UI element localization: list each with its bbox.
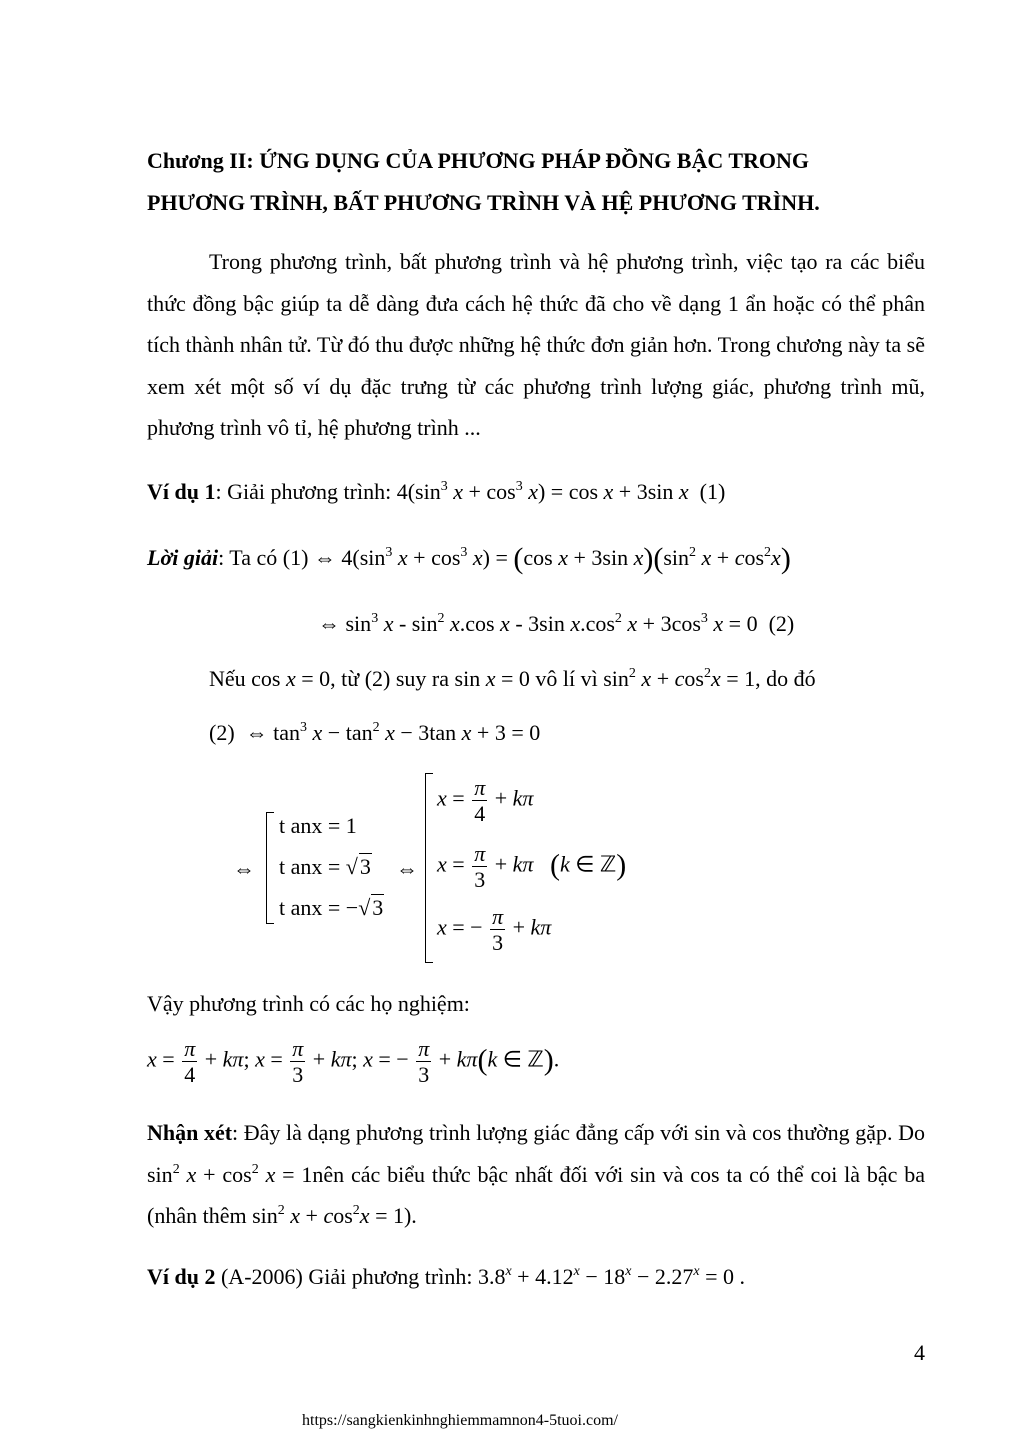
example-2 xyxy=(147,1266,745,1288)
remark-math-2: $\sin^2 x + \cos^2x = 1$ xyxy=(252,1203,404,1228)
footer-url[interactable]: https://sangkienkinhnghiemmamnon4-5tuoi.com/ xyxy=(302,1412,618,1429)
equivalence-symbol-2: ⇔ xyxy=(396,856,418,881)
case-text-1: Nếu xyxy=(209,666,252,691)
bracket-x xyxy=(425,773,433,963)
example-1-text: : Giải phương trình: xyxy=(215,479,397,504)
bracket-tan xyxy=(266,812,274,924)
remark-text-3: ). xyxy=(403,1203,417,1228)
tan-case-3: t anx = −√3 xyxy=(279,895,384,920)
remark-math-1: $\sin^2 x + \cos^2 x = 1$ xyxy=(147,1161,313,1187)
equation-example-2: $3.8^x + 4.12^x - 18^x - 2.27^x = 0$ . xyxy=(477,1264,746,1289)
equation-solution-1: ⇔ $4(\sin^3$ $x + \cos^3 x) = (\cos$ x + 3sin $x)(\sin^2$ $x + \cos^2x$) xyxy=(313,542,791,575)
solution-text: : Ta có (1) xyxy=(218,545,314,570)
tan-case-2: t anx = √3 xyxy=(279,854,371,879)
case-text-3: vô lí vì xyxy=(529,666,604,691)
example-1 xyxy=(147,481,725,503)
x-case-1: x = $\frac{\pi}{4}$ + kπ xyxy=(437,775,534,827)
tan-case-1: t anx = 1 xyxy=(279,813,357,838)
example-1-label: Ví dụ 1 xyxy=(147,479,216,504)
chapter-title-line-1 xyxy=(147,150,809,172)
case-text-4: , do đó xyxy=(755,666,816,691)
page-number: 4 xyxy=(914,1340,925,1365)
math-sin-zero: sin x = 0 xyxy=(454,666,530,691)
solution-label: Lời giải xyxy=(147,545,219,570)
solution-line xyxy=(147,542,791,575)
x-case-2: x = $\frac{\pi}{3}$ + kπ (k ∈ ℤ) xyxy=(437,841,627,893)
remark-text-1: : Đây là dạng phương trình lượng giác đẳng cấp với sin và cos thường gặp. Do xyxy=(232,1120,925,1145)
chapter-title-part-1: ỨNG DỤNG CỦA PHƯƠNG PHÁP ĐỒNG BẬC TRONG xyxy=(259,148,809,173)
chapter-prefix: Chương II: xyxy=(147,148,260,173)
remark-text-2: nên các biểu thức bậc nhất đối với sin và cos ta có thể coi là bậc ba (nhân thêm xyxy=(147,1161,926,1228)
remark-label: Nhận xét xyxy=(147,1120,233,1145)
case-line xyxy=(209,668,816,690)
equivalence-symbol-1: ⇔ xyxy=(233,856,255,881)
equation-tan: (2) ⇔ $\tan^3 x - \tan^2 x - 3\tan$ x + 3 = 0 xyxy=(209,720,541,745)
equation-1: $4(\sin^3$ $x + \cos^3 x) = \cos x + 3\sin$ x (1) xyxy=(396,479,726,504)
equation-2: ⇔ $\sin^3 x - \sin^2 x.\cos$ x - 3sin $x.\cos^2$ $x + 3\cos^3$ x = 0 (2) xyxy=(318,611,795,636)
conclusion-text: Vậy phương trình có các họ nghiệm: xyxy=(147,991,470,1016)
chapter-title-line-2: PHƯƠNG TRÌNH, BẤT PHƯƠNG TRÌNH VÀ HỆ PHƯƠNG TRÌNH. xyxy=(147,190,820,215)
solution-families: x = $\frac{\pi}{4}$ + kπ; x = $\frac{\pi}{3}$ + kπ; x = − $\frac{\pi}{3}$ + kπ(k ∈ ℤ). xyxy=(147,1036,560,1088)
math-identity: $\sin^2 x + \cos^2x = 1$ xyxy=(603,666,756,691)
math-cos-zero: cos x = 0 xyxy=(251,666,331,691)
example-2-text: (A-2006) Giải phương trình: xyxy=(215,1264,478,1289)
x-case-3: x = − $\frac{\pi}{3}$ + kπ xyxy=(437,904,552,956)
example-2-label: Ví dụ 2 xyxy=(147,1264,216,1289)
case-text-2: , từ (2) suy ra xyxy=(330,666,455,691)
remark-paragraph xyxy=(147,1112,925,1237)
intro-paragraph: Trong phương trình, bất phương trình và hệ phương trình, việc tạo ra các biểu thức đồng bậc giúp ta dễ dàng đưa cách hệ thức đã cho về dạng 1 ẩn hoặc có thể phân tích thành nhân tử. Từ đó thu được những hệ thức đơn giản hơn. Trong chương này ta sẽ xem xét một số ví dụ đặc trưng từ các phương trình lượng giác, phương trình mũ, phương trình vô tỉ, hệ phương trình ... xyxy=(147,249,925,440)
